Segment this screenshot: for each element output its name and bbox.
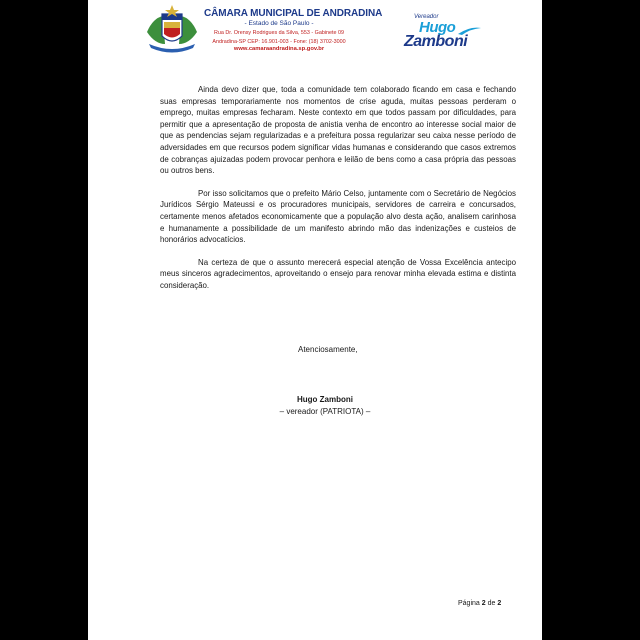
signature-name: Hugo Zamboni bbox=[297, 395, 353, 404]
municipal-crest-logo bbox=[143, 4, 201, 58]
page-of: de bbox=[487, 600, 496, 607]
document-page bbox=[88, 0, 542, 640]
page-current: 2 bbox=[481, 600, 486, 607]
institution-header bbox=[204, 8, 383, 52]
page-label: Página bbox=[458, 600, 480, 607]
councillor-logo bbox=[404, 10, 486, 50]
paragraph: Na certeza de que o assunto merecerá especial atenção de Vossa Excelência antecipo meus sinceros agradecimentos, aproveitando o ensejo para renovar minha elevada estima e distinta consideração. bbox=[160, 257, 516, 290]
logo-first-name: Hugo bbox=[419, 19, 456, 36]
institution-state: - Estado de São Paulo - bbox=[244, 20, 314, 27]
letter-body bbox=[160, 84, 516, 303]
signature-role: – vereador (PATRIOTA) – bbox=[279, 407, 371, 416]
paragraph: Ainda devo dizer que, toda a comunidade tem colaborado ficando em casa e fechando suas empresas temporariamente nos momentos de crise aguda, muitas pessoas perderam o emprego, muitas empresas fecharam. Neste contexto em que todos passam por dificuldades, para permitir que a apresentação de proposta de anistia venha de encontro ao interesse social maior de que as pendencias sejam regularizadas e a prefeitura possa regularizar seu caixa nesse período de adversidades em que recursos podem significar vidas humanas e considerando que casos extremos de cobranças ajuizadas podem provocar penhora e leilão de bens como a casa própria das pessoas ou outros bens. bbox=[160, 85, 516, 176]
page-number bbox=[458, 600, 501, 607]
page-total: 2 bbox=[497, 600, 502, 607]
institution-address-2: Andradina-SP CEP: 16.901-003 - Fone: (18) 3702-3000 bbox=[212, 38, 346, 45]
closing-salutation: Atenciosamente, bbox=[298, 345, 358, 354]
logo-last-name: Zamboni bbox=[404, 33, 468, 50]
logo-vereador-text: Vereador bbox=[414, 14, 439, 20]
institution-website: www.camaraandradina.sp.gov.br bbox=[233, 46, 325, 52]
institution-name: CÂMARA MUNICIPAL DE ANDRADINA bbox=[204, 8, 383, 19]
institution-address-1: Rua Dr. Orensy Rodrigues da Silva, 553 - Gabinete 09 bbox=[213, 30, 345, 36]
paragraph: Por isso solicitamos que o prefeito Mário Celso, juntamente com o Secretário de Negócios Jurídicos Sérgio Mateussi e os procuradores municipais, servidores de carreira e concursados, certamente menos afetados economicamente que a população alvo desta ação, analisem carinhosa e humanamente a possibilidade de um manifesto abrindo mão das indenizações e custeios de honorários advocatícios. bbox=[160, 188, 516, 245]
